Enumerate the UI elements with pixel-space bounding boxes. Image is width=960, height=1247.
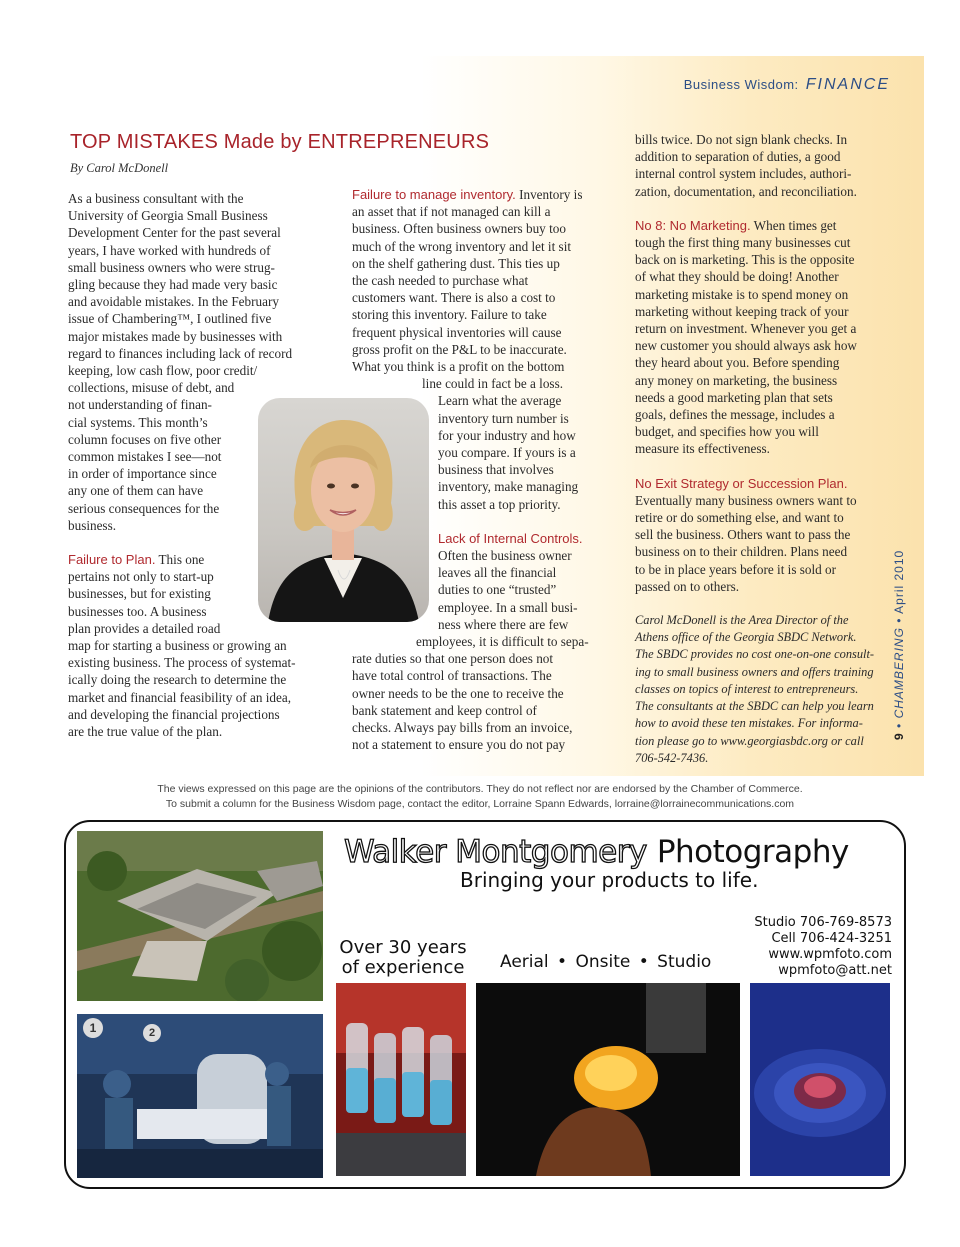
text-line: budget, and specifies how you will xyxy=(635,424,819,440)
photography-advertisement xyxy=(64,820,906,1189)
text-line: classes on topics of interest to entrepreneurs. xyxy=(635,681,859,696)
text-line: bills twice. Do not sign blank checks. In xyxy=(635,132,848,147)
text-line: ically doing the research to determine the xyxy=(68,672,287,688)
text-line: Eventually many business owners want to xyxy=(635,492,857,508)
ad-badge-1: 1 xyxy=(83,1018,103,1038)
subhead-no-marketing: No 8: No Marketing. xyxy=(635,217,751,233)
disclaimer-line-2: To submit a column for the Business Wisdom page, contact the editor, Lorraine Spann Edwards, lorraine@lorrainecommunications.com xyxy=(165,798,795,810)
text-line: existing business. The process of systemat- xyxy=(68,655,296,671)
text-line: owner needs to be the one to receive the xyxy=(352,685,564,701)
studio-egg-photo xyxy=(476,983,740,1176)
ad-badge-2: 2 xyxy=(143,1024,161,1042)
marketing-paragraph xyxy=(635,217,890,458)
text-line: not a statement to ensure you do not pay xyxy=(352,737,566,753)
laboratory-photo xyxy=(336,983,466,1176)
text-line: are the true value of the plan. xyxy=(68,724,223,740)
author-bio xyxy=(635,612,890,767)
text-line: of what they should be doing! Another xyxy=(635,269,839,285)
ad-experience-line: Over 30 years xyxy=(339,937,467,958)
text-line: Often the business owner xyxy=(438,548,572,564)
text-line: needs a good marketing plan that sets xyxy=(635,389,833,405)
text-line: leaves all the financial xyxy=(438,565,557,581)
text-line: passed on to others. xyxy=(635,578,740,594)
text-line xyxy=(352,186,607,203)
text-line: business that involves xyxy=(438,462,554,478)
text-line: 706-542-7436. xyxy=(635,750,709,765)
text-line: gross profit on the P&L to be inaccurate. xyxy=(352,341,567,357)
ad-tagline: Bringing your products to life. xyxy=(460,868,759,892)
ad-contact-block xyxy=(754,915,892,979)
text-line: not understanding of finan- xyxy=(68,397,212,413)
text-line: in order of importance since xyxy=(68,466,217,482)
text-line: customers want. There is also a cost to xyxy=(352,290,556,306)
section-prefix: Business Wisdom: xyxy=(683,77,799,92)
text-line: Carol McDonell is the Area Director of the xyxy=(635,613,849,628)
text-line: they heard about you. Before spending xyxy=(635,355,840,371)
text-line: collections, misuse of debt, and xyxy=(68,380,235,396)
text-line: column focuses on five other xyxy=(68,431,222,447)
text-line: plan provides a detailed road xyxy=(68,620,221,636)
text-line: duties to one “trusted” xyxy=(438,582,557,598)
text-line: marketing without keeping track of your xyxy=(635,303,849,319)
text-line: on the shelf gathering dust. This ties up xyxy=(352,255,560,271)
ad-website: www.wpmfoto.com xyxy=(768,947,892,962)
text-line: and avoidable mistakes. In the February xyxy=(68,294,279,310)
article-title: TOP MISTAKES Made by ENTREPRENEURS xyxy=(70,131,490,153)
text-line: any money on marketing, the business xyxy=(635,372,838,388)
text-line: bank statement and keep control of xyxy=(352,702,537,718)
text-line: return on investment. Whenever you get a xyxy=(635,321,857,337)
text-line: map for starting a business or growing an xyxy=(68,638,287,654)
text-line: how to avoid these ten mistakes. For informa- xyxy=(635,716,863,731)
article-column-3 xyxy=(635,131,890,767)
text-line: line could in fact be a loss. xyxy=(422,376,563,392)
section-name: FINANCE xyxy=(805,76,890,93)
text-line: As a business consultant with the xyxy=(68,191,244,206)
text-line: Development Center for the past several xyxy=(68,225,281,241)
subhead-exit-strategy: No Exit Strategy or Succession Plan. xyxy=(635,475,848,491)
issue-date: April 2010 xyxy=(892,549,906,614)
text-line: goals, defines the message, includes a xyxy=(635,407,835,423)
text-line: addition to separation of duties, a good xyxy=(635,149,841,165)
ad-name-outline: Walker Montgomery xyxy=(344,834,647,870)
text-run: Inventory is xyxy=(519,187,583,202)
text-line: you compare. If yours is a xyxy=(438,445,576,461)
text-line: business. xyxy=(68,517,116,533)
text-line: internal control system includes, authori- xyxy=(635,166,852,182)
text-line: small business owners who were strug- xyxy=(68,259,275,275)
text-line: back on is marketing. This is the opposite xyxy=(635,252,855,268)
exit-paragraph xyxy=(635,475,890,595)
inventory-paragraph xyxy=(352,186,607,513)
controls-continued xyxy=(635,131,890,200)
folio-separator: • xyxy=(892,617,906,623)
text-line: The consultants at the SBDC can help you learn xyxy=(635,699,874,714)
text-line: businesses too. A business xyxy=(68,603,207,619)
text-line: storing this inventory. Failure to take xyxy=(352,307,547,323)
subhead-failure-to-plan: Failure to Plan. xyxy=(68,552,156,568)
text-line: business on to their children. Plans need xyxy=(635,544,848,560)
text-line: the cash needed to purchase what xyxy=(352,273,529,289)
text-line: much of the wrong inventory and let it sit xyxy=(352,238,572,254)
text-line: issue of Chambering™, I outlined five xyxy=(68,311,272,327)
text-line: Athens office of the Georgia SBDC Network. xyxy=(635,630,857,645)
text-line: have total control of transactions. The xyxy=(352,668,552,684)
ad-services: Aerial • Onsite • Studio xyxy=(500,952,712,972)
text-line: employees, it is difficult to sepa- xyxy=(416,634,589,650)
text-line: and developing the financial projections xyxy=(68,706,280,722)
text-line: common mistakes I see—not xyxy=(68,449,222,465)
text-line: inventory turn number is xyxy=(438,410,569,426)
text-line: Learn what the average xyxy=(438,393,562,409)
text-line: regard to finances including lack of record xyxy=(68,345,293,361)
folio-separator: • xyxy=(892,722,906,728)
text-line: gling because they had made very basic xyxy=(68,277,278,293)
text-line: marketing mistake is to spend money on xyxy=(635,286,849,302)
page-folio xyxy=(892,550,906,740)
text-line: tough the first thing many businesses cut xyxy=(635,235,851,251)
text-line: inventory, make managing xyxy=(438,479,579,495)
magazine-name: CHAMBERING xyxy=(892,627,906,719)
ad-email: wpmfoto@att.net xyxy=(778,963,892,978)
text-line xyxy=(635,475,890,492)
article-column-2 xyxy=(352,186,607,754)
text-line: measure its effectiveness. xyxy=(635,441,770,457)
text-line: University of Georgia Small Business xyxy=(68,208,268,224)
text-line: this asset a top priority. xyxy=(438,496,561,512)
article-byline: By Carol McDonell xyxy=(70,161,169,175)
text-line: pertains not only to start-up xyxy=(68,569,214,585)
controls-paragraph xyxy=(352,530,607,754)
ad-experience-line: of experience xyxy=(341,957,465,978)
text-line: frequent physical inventories will cause xyxy=(352,324,562,340)
text-line: any one of them can have xyxy=(68,483,204,499)
text-line xyxy=(352,530,607,547)
page-number: 9 xyxy=(892,732,906,740)
ad-experience xyxy=(338,938,468,978)
text-line: businesses, but for existing xyxy=(68,586,211,602)
text-line: rate duties so that one person does not xyxy=(352,651,554,667)
text-run: When times get xyxy=(753,217,837,233)
water-ripple-photo xyxy=(750,983,890,1176)
text-line: ing to small business owners and offers training xyxy=(635,664,874,679)
text-line: major mistakes made by businesses with xyxy=(68,328,283,344)
text-line: new customer you should always ask how xyxy=(635,338,857,354)
aerial-photo xyxy=(77,831,323,1001)
ad-cell-phone: Cell 706-424-3251 xyxy=(771,931,892,946)
text-line: years, I have worked with hundreds of xyxy=(68,242,271,258)
text-line: an asset that if not managed can kill a xyxy=(352,204,551,220)
ad-business-name xyxy=(344,834,849,870)
subhead-internal-controls: Lack of Internal Controls. xyxy=(438,530,583,546)
text-line: What you think is a profit on the bottom xyxy=(352,359,565,375)
ad-studio-phone: Studio 706-769-8573 xyxy=(754,915,892,930)
text-line: cial systems. This month’s xyxy=(68,414,208,430)
text-line: serious consequences for the xyxy=(68,500,220,516)
text-line: keeping, low cash flow, poor credit/ xyxy=(68,363,258,379)
text-line: to be in place years before it is sold or xyxy=(635,561,837,577)
text-line: employee. In a small busi- xyxy=(438,599,578,615)
section-header xyxy=(684,76,890,94)
text-line: retire or do something else, and want to xyxy=(635,510,844,526)
text-line: market and financial feasibility of an idea, xyxy=(68,689,291,705)
text-line: for your industry and how xyxy=(438,427,576,443)
text-line: zation, documentation, and reconciliation. xyxy=(635,183,857,199)
text-line: sell the business. Others want to pass the xyxy=(635,527,851,543)
text-line: tion please go to www.georgiasbdc.org or call xyxy=(635,733,864,748)
text-line xyxy=(635,217,890,234)
text-line: The SBDC provides no cost one-on-one consult- xyxy=(635,647,875,662)
ad-name-solid: Photography xyxy=(656,834,849,870)
text-line: checks. Always pay bills from an invoice, xyxy=(352,720,573,736)
text-line: business. Often business owners buy too xyxy=(352,221,566,237)
medical-photo xyxy=(77,1014,323,1178)
subhead-inventory: Failure to manage inventory. xyxy=(352,187,516,202)
text-run: This one xyxy=(158,552,205,568)
text-line: ness where there are few xyxy=(438,616,569,632)
disclaimer-line-1: The views expressed on this page are the opinions of the contributors. They do not reflect nor are endorsed by the Chamber of Commerce. xyxy=(157,783,803,795)
